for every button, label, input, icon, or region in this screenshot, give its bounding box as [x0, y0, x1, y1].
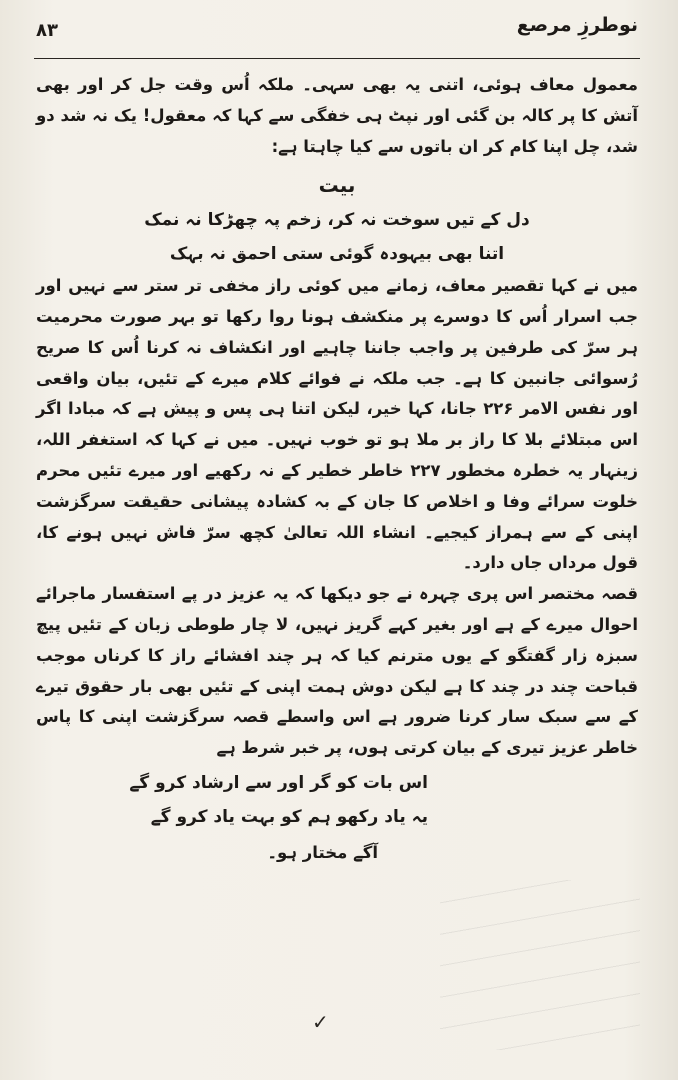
- verse-line: دل کے تیں سوخت نہ کر، زخم پہ چھڑکا نہ نمک: [144, 210, 530, 231]
- check-mark-icon: ✓: [312, 1010, 329, 1034]
- paragraph: میں نے کہا تقصیر معاف، زمانے میں کوئی راز مخفی تر ستر سے نہیں اور جب اسرار اُس کا دوسرے پر منکشف ہونا روا رکھا تو بہر صورت محرمیت ہر سرّ کی طرفین پر واجب جاننا چاہیے اور انکشاف نہ کرنا اُس کا صریح رُسوائی جانبین کا ہے۔ جب ملکہ نے فوائے کلام میرے کے تئیں، بیان واقعی اور نفس الامر ۲۲۶ جانا، کہا خیر، لیکن اتنا ہی پس و پیش ہے کہ مبادا اگر اس مبتلائے بلا کا راز بر ملا ہو تو خوب نہیں۔ میں نے کہا کہ استغفر اللہ، زینہار یہ خطرہ مخطور ۲۲۷ خاطر خطیر کے نہ رکھیے اور میرے تئیں محرم خلوت سرائے وفا و اخلاص کا جان کے بہ کشادہ پیشانی حقیقت سرگزشت اپنی کے سے ہمراز کیجیے۔ انشاء اللہ تعالیٰ کچھ سرّ فاش نہیں ہونے کا، قول مرداں جاں دارد۔: [36, 276, 638, 573]
- couplet-line: اس بات کو گر اور سے ارشاد کرو گے: [129, 772, 428, 793]
- page-number: ۸۳: [36, 20, 58, 41]
- verse-heading: بیت: [318, 173, 356, 198]
- running-title: نوطرزِ مرصع: [516, 14, 638, 36]
- closing-line: آگے مختار ہو۔: [267, 842, 378, 862]
- paragraph: معمول معاف ہوئی، اتنی یہ بھی سہی۔ ملکہ اُس وقت جل کر اور بھی آتش کا پر کالہ بن گئی اور نپٹ ہی خفگی سے کہا کہ معقول! یک نہ شد دو شد، چل اپنا کام کر ان باتوں سے کیا چاہتا ہے:: [36, 75, 638, 156]
- verse-line: اتنا بھی بیہودہ گوئی ستی احمق نہ بہک: [169, 244, 505, 265]
- verse-block: [36, 203, 638, 271]
- couplet-line: یہ یاد رکھو ہم کو بہت یاد کرو گے: [150, 806, 428, 827]
- page-body: [36, 70, 638, 869]
- couplet-block: [36, 766, 638, 834]
- show-through-text: [440, 880, 640, 1050]
- paragraph: قصہ مختصر اس پری چہرہ نے جو دیکھا کہ یہ عزیز در پے استفسار ماجرائے احوال میرے کے ہے اور بغیر کہے گریز نہیں، لا چار طوطی زبان کے تئیں پیچ سبزہ زار گفتگو کے یوں مترنم کیا کہ ہر چند افشائے راز کا کرناں موجب قباحت چند در چند کا ہے لیکن دوش ہمت اپنی کے تئیں بھی بار حقوق تیرے کے سے سبک سار کرنا ضرور ہے اس واسطے قصہ سرگزشت اپنی کا پاس خاطر عزیز تیری کے بیان کرتی ہوں، پر خبر شرط ہے: [36, 584, 638, 758]
- header-rule: [34, 58, 640, 59]
- page-header: [36, 14, 638, 54]
